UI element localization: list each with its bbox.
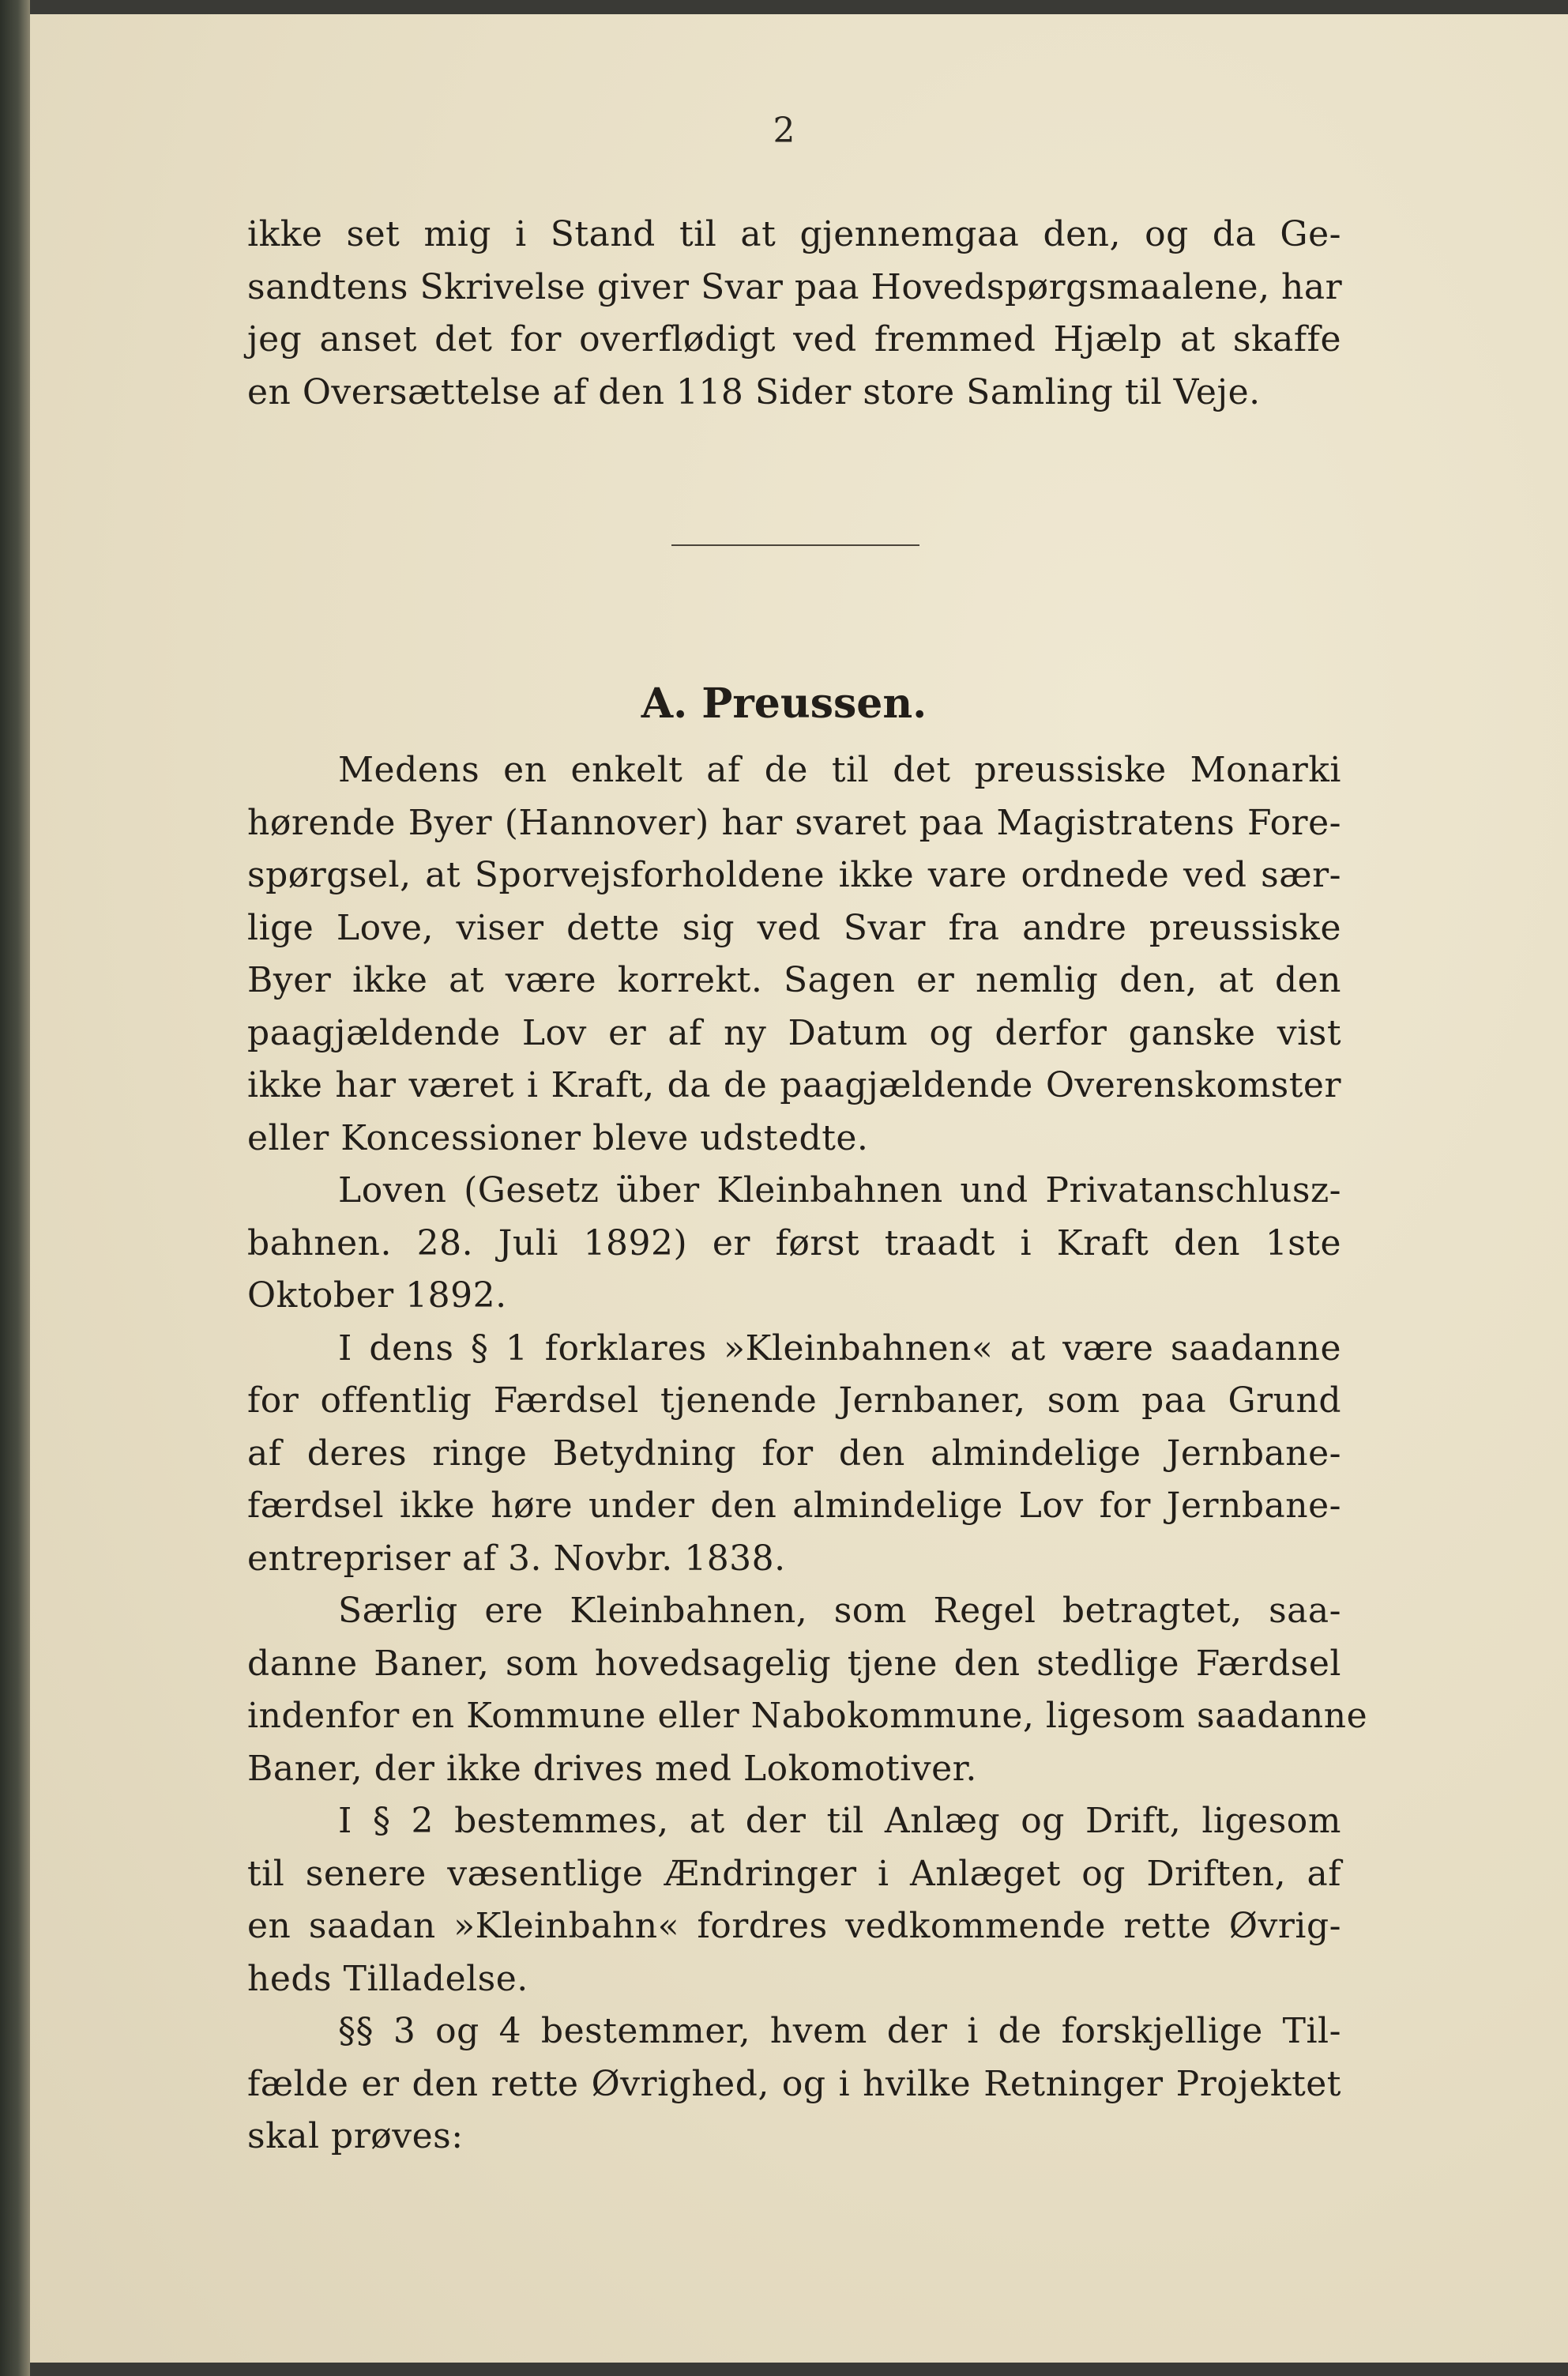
paragraph	[247, 744, 1341, 1165]
text-line: sandtens Skrivelse giver Svar paa Hovedspørgsmaalene, har	[247, 266, 1343, 307]
paragraph	[247, 2005, 1341, 2163]
section-divider	[671, 544, 919, 546]
text-line: for offentlig Færdsel tjenende Jernbaner, som paa Grund	[247, 1380, 1341, 1421]
text-line: spørgsel, at Sporvejsforholdene ikke vare ordnede ved sær-	[247, 855, 1341, 895]
intro-paragraph	[247, 209, 1341, 419]
paragraph	[247, 1585, 1368, 1795]
paragraph	[247, 1165, 1341, 1323]
paragraph	[247, 1323, 1341, 1586]
text-line: fælde er den rette Øvrighed, og i hvilke Retninger Projektet	[247, 2063, 1341, 2104]
text-line: en Oversættelse af den 118 Sider store Samling til Veje.	[247, 371, 1261, 412]
body-text	[247, 744, 1368, 2163]
text-line: Loven (Gesetz über Kleinbahnen und Privatanschlusz-	[338, 1170, 1341, 1211]
text-line: Byer ikke at være korrekt. Sagen er nemlig den, at den	[247, 960, 1341, 1000]
text-line: en saadan »Kleinbahn« fordres vedkommende rette Øvrig-	[247, 1906, 1341, 1946]
text-line: Oktober 1892.	[247, 1275, 507, 1316]
book-spine	[0, 0, 30, 2376]
text-line: lige Love, viser dette sig ved Svar fra andre preussiske	[247, 907, 1341, 948]
text-line: indenfor en Kommune eller Nabokommune, ligesom saadanne	[247, 1696, 1368, 1736]
section-heading: A. Preussen.	[641, 680, 927, 728]
text-line: I dens § 1 forklares »Kleinbahnen« at være saadanne	[338, 1327, 1341, 1369]
text-line: paagjældende Lov er af ny Datum og derfor ganske vist	[247, 1012, 1341, 1053]
text-line: heds Tilladelse.	[247, 1958, 528, 1999]
text-line: Medens en enkelt af de til det preussiske Monarki	[338, 750, 1341, 790]
text-line: Baner, der ikke drives med Lokomotiver.	[247, 1748, 977, 1789]
text-line: §§ 3 og 4 bestemmer, hvem der i de forskjellige Til-	[338, 2011, 1341, 2051]
paragraph	[247, 1795, 1341, 2005]
page-number: 2	[773, 111, 795, 151]
text-line: hørende Byer (Hannover) har svaret paa Magistratens Fore-	[247, 802, 1341, 843]
text-line: eller Koncessioner bleve udstedte.	[247, 1117, 869, 1158]
text-line: entrepriser af 3. Novbr. 1838.	[247, 1538, 786, 1579]
text-line: til senere væsentlige Ændringer i Anlæget og Driften, af	[247, 1853, 1341, 1894]
text-line: I § 2 bestemmes, at der til Anlæg og Drift, ligesom	[338, 1801, 1341, 1841]
text-line: færdsel ikke høre under den almindelige Lov for Jernbane-	[247, 1485, 1341, 1526]
text-line: Særlig ere Kleinbahnen, som Regel betragtet, saa-	[338, 1591, 1341, 1631]
text-line: af deres ringe Betydning for den almindelige Jernbane-	[247, 1433, 1341, 1474]
text-line: bahnen. 28. Juli 1892) er først traadt i Kraft den 1ste	[247, 1222, 1341, 1263]
text-line: danne Baner, som hovedsagelig tjene den stedlige Færdsel	[247, 1643, 1341, 1684]
text-line: skal prøves:	[247, 2116, 464, 2156]
text-line: jeg anset det for overflødigt ved fremmed Hjælp at skaffe	[247, 319, 1341, 360]
text-line: ikke har været i Kraft, da de paagjældende Overenskomster	[247, 1065, 1341, 1105]
text-line: ikke set mig i Stand til at gjennemgaa den, og da Ge-	[247, 214, 1341, 254]
